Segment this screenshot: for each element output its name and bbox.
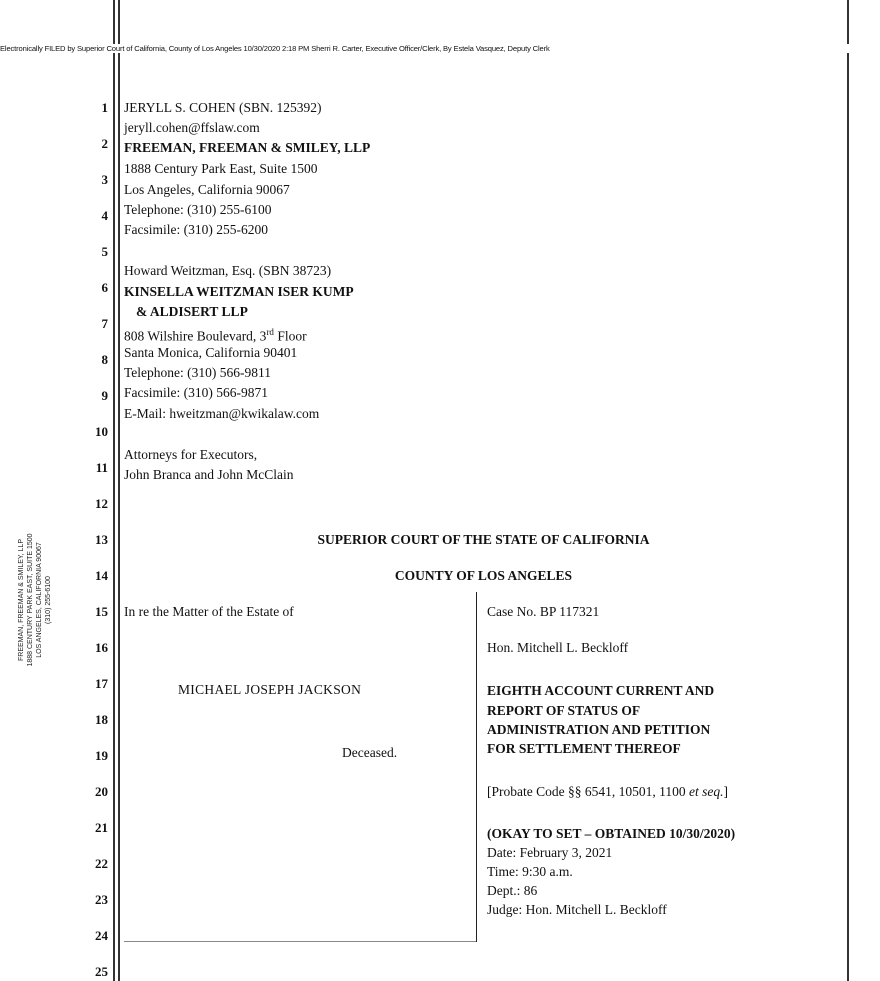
side-firm-block bbox=[17, 533, 53, 666]
line-number: 20 bbox=[95, 784, 108, 799]
counsel1-name: JERYLL S. COHEN (SBN. 125392) bbox=[124, 100, 322, 115]
hearing-dept: Dept.: 86 bbox=[487, 883, 538, 898]
side-firm-phone: (310) 255-6100 bbox=[45, 576, 52, 624]
line-number: 5 bbox=[101, 244, 108, 259]
assigned-judge: Hon. Mitchell L. Beckloff bbox=[487, 640, 629, 655]
counsel1-telephone: Telephone: (310) 255-6100 bbox=[124, 202, 272, 217]
line-number: 9 bbox=[101, 388, 108, 403]
line-number: 13 bbox=[95, 532, 108, 547]
hearing-date: Date: February 3, 2021 bbox=[487, 845, 613, 860]
line-number: 3 bbox=[101, 172, 108, 187]
line-number: 17 bbox=[95, 676, 108, 691]
probate-code-citation: [Probate Code §§ 6541, 10501, 1100 et seq.] bbox=[487, 784, 728, 799]
line-number: 24 bbox=[95, 928, 108, 943]
hearing-judge: Judge: Hon. Mitchell L. Beckloff bbox=[487, 902, 667, 917]
line-number: 19 bbox=[95, 748, 108, 763]
line-number: 15 bbox=[95, 604, 108, 619]
case-number: Case No. BP 117321 bbox=[487, 604, 600, 619]
line-number: 4 bbox=[101, 208, 108, 223]
attorneys-for: Attorneys for Executors, bbox=[124, 447, 258, 462]
line-number: 6 bbox=[101, 280, 108, 295]
line-number: 2 bbox=[101, 136, 108, 151]
counsel2-facsimile: Facsimile: (310) 566-9871 bbox=[124, 385, 268, 400]
hearing-time: Time: 9:30 a.m. bbox=[487, 864, 573, 879]
counsel2-firm-line1: KINSELLA WEITZMAN ISER KUMP bbox=[124, 284, 354, 299]
line-number: 14 bbox=[95, 568, 108, 583]
line-number: 12 bbox=[95, 496, 108, 511]
caption-divider-horizontal bbox=[124, 941, 476, 942]
line-number: 16 bbox=[95, 640, 108, 655]
okay-to-set-notice: (OKAY TO SET – OBTAINED 10/30/2020) bbox=[487, 826, 736, 841]
document-title-line3: ADMINISTRATION AND PETITION bbox=[487, 722, 711, 737]
line-number: 1 bbox=[101, 100, 108, 115]
counsel1-email: jeryll.cohen@ffslaw.com bbox=[124, 120, 260, 135]
document-title-line2: REPORT OF STATUS OF bbox=[487, 703, 641, 718]
counsel2-address1: 808 Wilshire Boulevard, 3rd Floor bbox=[124, 327, 307, 344]
filing-stamp: Electronically FILED by Superior Court of California, County of Los Angeles 10/30/2020 2:18 PM Sherri R. Carter, Executive Officer/Clerk, By Estela Vasquez, Deputy Clerk bbox=[0, 44, 880, 53]
deceased-label: Deceased. bbox=[342, 745, 398, 760]
county-title: COUNTY OF LOS ANGELES bbox=[394, 568, 573, 583]
counsel1-address2: Los Angeles, California 90067 bbox=[124, 182, 290, 197]
counsel1-firm: FREEMAN, FREEMAN & SMILEY, LLP bbox=[124, 140, 371, 155]
line-number: 18 bbox=[95, 712, 108, 727]
line-number: 21 bbox=[95, 820, 108, 835]
matter-line: In re the Matter of the Estate of bbox=[124, 604, 294, 619]
document-title-line1: EIGHTH ACCOUNT CURRENT AND bbox=[487, 683, 715, 698]
line-number: 8 bbox=[101, 352, 108, 367]
counsel2-address2: Santa Monica, California 90401 bbox=[124, 345, 298, 360]
line-number: 10 bbox=[95, 424, 108, 439]
margin-rule-left-outer bbox=[113, 0, 115, 981]
line-number: 7 bbox=[101, 316, 108, 331]
counsel2-firm-line2: & ALDISERT LLP bbox=[136, 304, 248, 319]
margin-rule-left-inner bbox=[118, 0, 120, 981]
line-number: 11 bbox=[95, 460, 108, 475]
side-firm-address1: 1888 CENTURY PARK EAST, SUITE 1500 bbox=[27, 533, 34, 667]
counsel1-facsimile: Facsimile: (310) 255-6200 bbox=[124, 222, 268, 237]
counsel2-email: E-Mail: hweitzman@kwikalaw.com bbox=[124, 406, 320, 421]
decedent-name: MICHAEL JOSEPH JACKSON bbox=[178, 682, 362, 697]
counsel2-telephone: Telephone: (310) 566-9811 bbox=[124, 365, 272, 380]
line-number: 22 bbox=[95, 856, 108, 871]
document-title-line4: FOR SETTLEMENT THEREOF bbox=[487, 741, 681, 756]
counsel1-address1: 1888 Century Park East, Suite 1500 bbox=[124, 161, 318, 176]
court-title: SUPERIOR COURT OF THE STATE OF CALIFORNIA bbox=[317, 532, 650, 547]
counsel2-name: Howard Weitzman, Esq. (SBN 38723) bbox=[124, 263, 332, 278]
executors: John Branca and John McClain bbox=[124, 467, 294, 482]
line-number: 23 bbox=[95, 892, 108, 907]
caption-divider-vertical bbox=[476, 592, 477, 942]
margin-rule-right bbox=[847, 0, 849, 981]
side-firm-name: FREEMAN, FREEMAN & SMILEY, LLP bbox=[18, 539, 25, 662]
line-number: 25 bbox=[95, 964, 108, 979]
side-firm-address2: LOS ANGELES, CALIFORNIA 90067 bbox=[36, 542, 43, 658]
